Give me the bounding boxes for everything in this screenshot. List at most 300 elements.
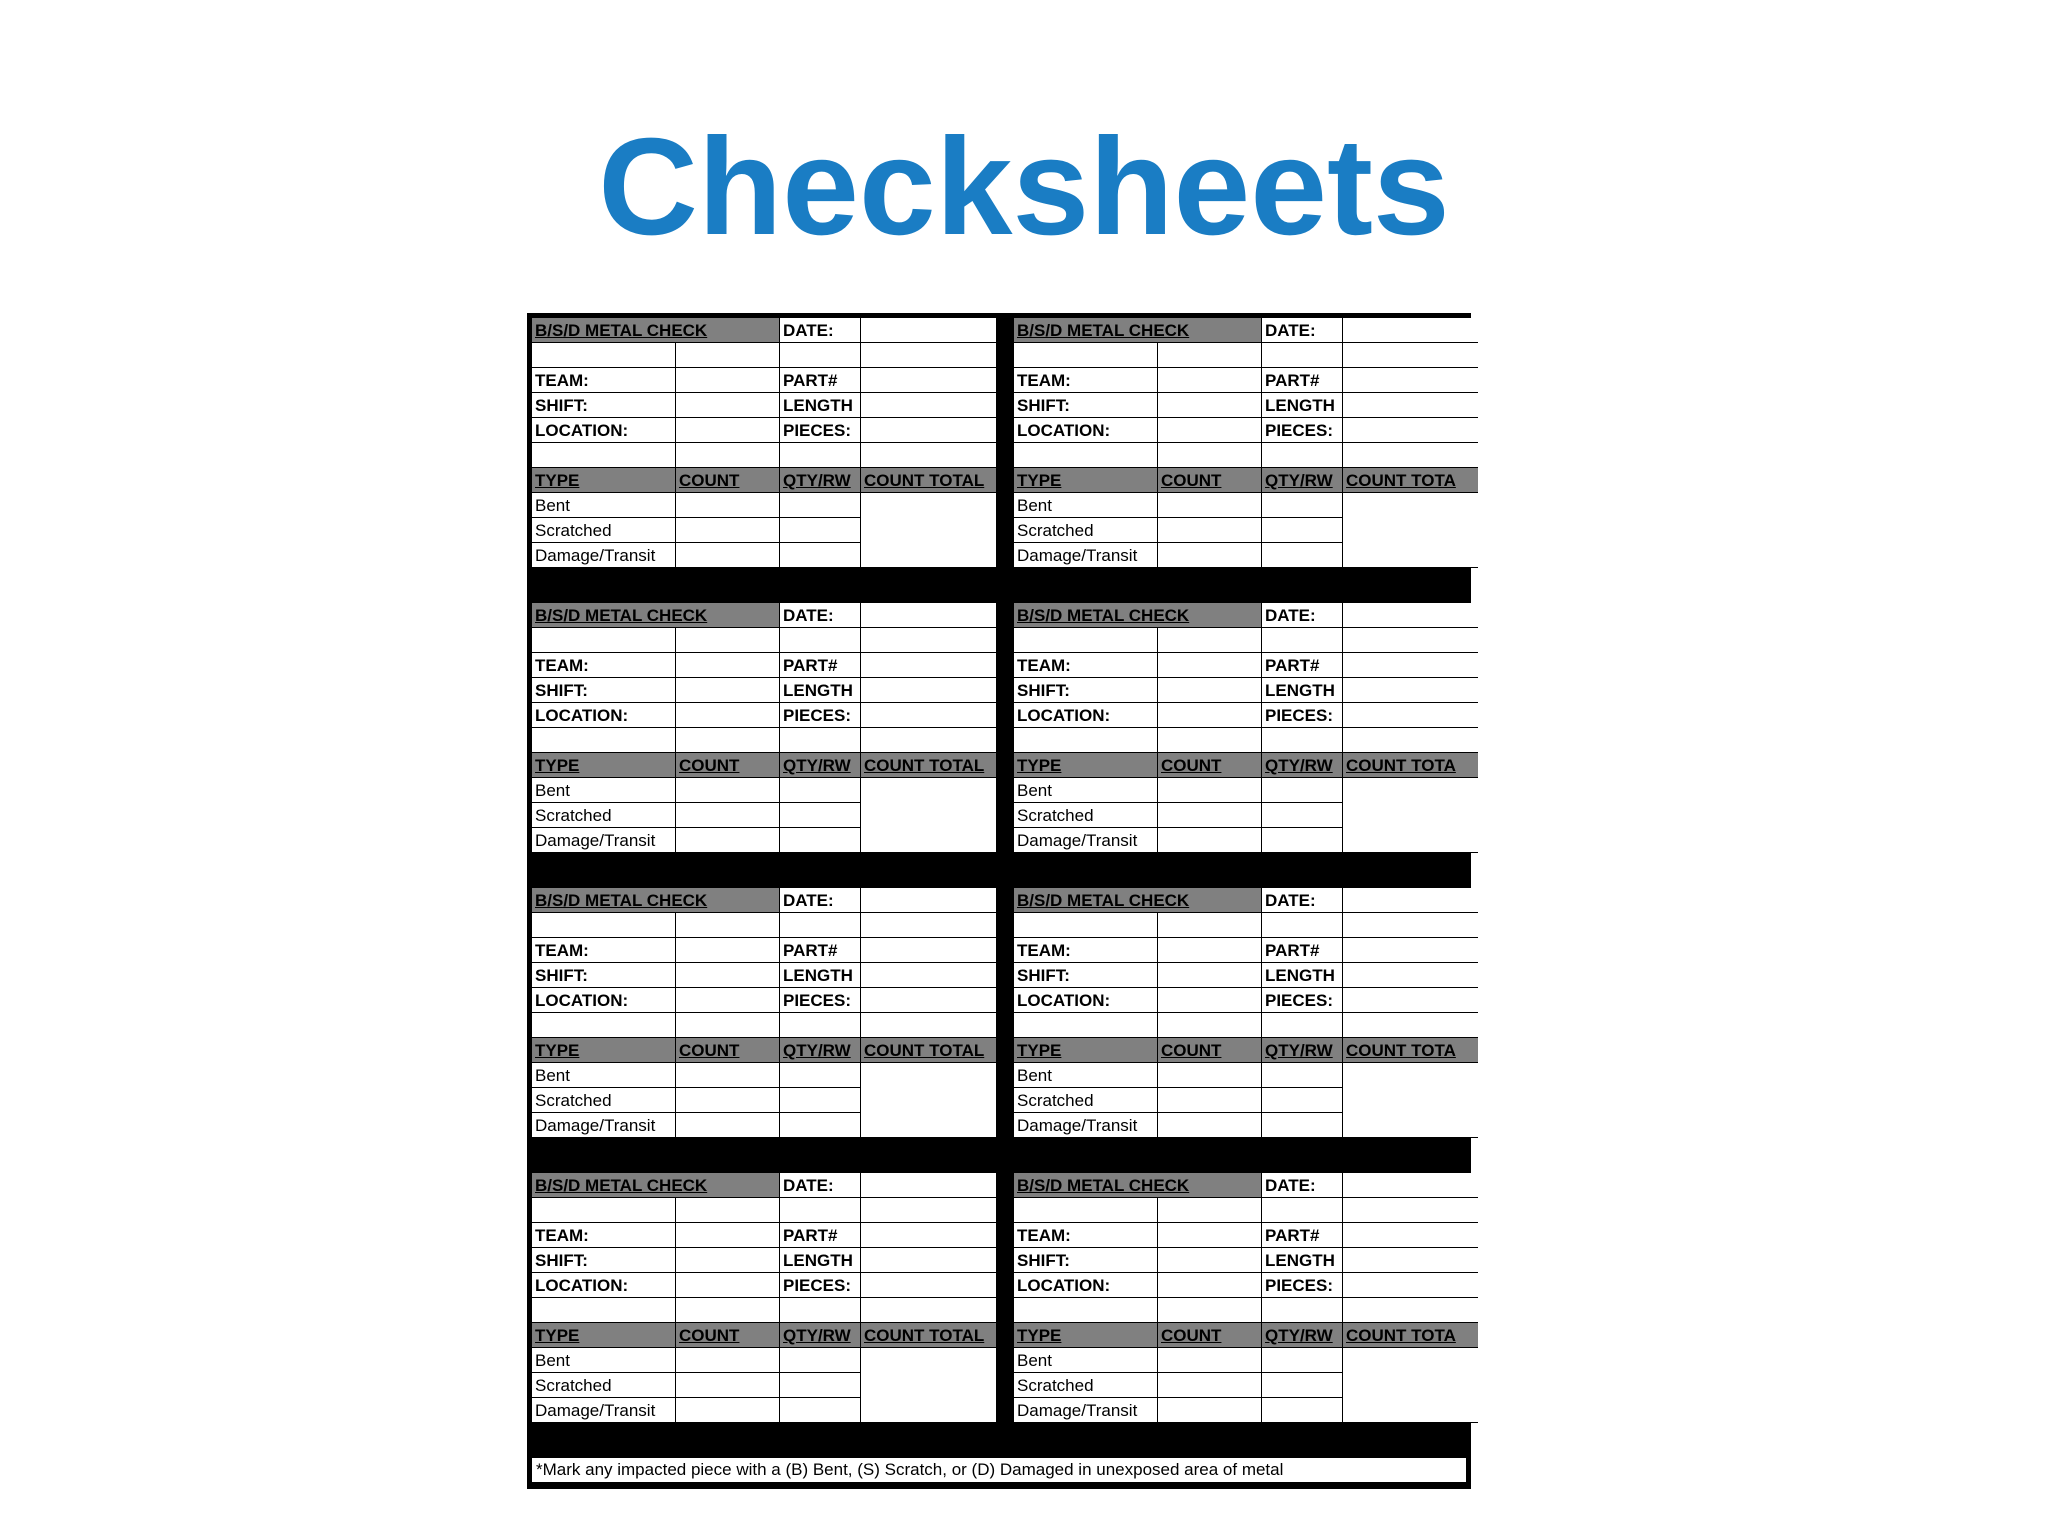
- location-field[interactable]: [1158, 418, 1262, 443]
- team-label: TEAM:: [1014, 653, 1158, 678]
- blank-cell[interactable]: [1158, 728, 1262, 753]
- shift-label: SHIFT:: [532, 1248, 676, 1273]
- qty-rw-header: QTY/RW: [1262, 1323, 1343, 1348]
- date-label: DATE:: [1262, 318, 1343, 343]
- length-label: LENGTH: [1262, 1248, 1343, 1273]
- part-field[interactable]: [861, 1223, 996, 1248]
- shift-label: SHIFT:: [1014, 678, 1158, 703]
- check-card: [1014, 603, 1478, 853]
- length-label: LENGTH: [780, 393, 861, 418]
- length-field[interactable]: [861, 678, 996, 703]
- blank-cell[interactable]: [861, 343, 996, 368]
- count-total-header: COUNT TOTAL: [861, 468, 996, 493]
- blank-cell[interactable]: [676, 628, 780, 653]
- blank-cell[interactable]: [1343, 343, 1478, 368]
- qty-rw-field[interactable]: [1262, 1088, 1343, 1113]
- qty-rw-field[interactable]: [1262, 778, 1343, 803]
- part-field[interactable]: [1343, 1223, 1478, 1248]
- count-field[interactable]: [676, 1113, 780, 1138]
- length-label: LENGTH: [1262, 963, 1343, 988]
- check-card: [532, 603, 996, 853]
- team-label: TEAM:: [532, 938, 676, 963]
- type-header: TYPE: [532, 1038, 676, 1063]
- pieces-label: PIECES:: [780, 418, 861, 443]
- check-card: [532, 318, 996, 568]
- count-total-header: COUNT TOTA: [1343, 753, 1478, 778]
- count-field[interactable]: [676, 1088, 780, 1113]
- blank-cell[interactable]: [861, 913, 996, 938]
- check-card: [1014, 888, 1478, 1138]
- count-field[interactable]: [676, 493, 780, 518]
- pieces-field[interactable]: [861, 418, 996, 443]
- count-field[interactable]: [1158, 1063, 1262, 1088]
- check-card: [532, 1173, 996, 1423]
- team-label: TEAM:: [532, 368, 676, 393]
- blank-cell: [780, 913, 861, 938]
- shift-field[interactable]: [1158, 1248, 1262, 1273]
- count-field[interactable]: [1158, 543, 1262, 568]
- blank-cell[interactable]: [861, 1198, 996, 1223]
- part-field[interactable]: [1343, 653, 1478, 678]
- length-label: LENGTH: [1262, 393, 1343, 418]
- count-field[interactable]: [1158, 803, 1262, 828]
- type-label: Damage/Transit: [1014, 543, 1158, 568]
- blank-cell[interactable]: [1343, 1013, 1478, 1038]
- length-label: LENGTH: [780, 678, 861, 703]
- blank-cell[interactable]: [676, 1013, 780, 1038]
- location-label: LOCATION:: [532, 988, 676, 1013]
- type-header: TYPE: [1014, 468, 1158, 493]
- team-field[interactable]: [1158, 938, 1262, 963]
- part-label: PART#: [1262, 938, 1343, 963]
- blank-cell: [1262, 443, 1343, 468]
- length-field[interactable]: [861, 963, 996, 988]
- count-field[interactable]: [676, 828, 780, 853]
- type-label: Bent: [532, 778, 676, 803]
- qty-rw-header: QTY/RW: [780, 468, 861, 493]
- date-field[interactable]: [1343, 318, 1478, 343]
- card-header: B/S/D METAL CHECK: [1014, 1173, 1262, 1198]
- shift-label: SHIFT:: [1014, 963, 1158, 988]
- blank-cell[interactable]: [1343, 913, 1478, 938]
- qty-rw-header: QTY/RW: [1262, 468, 1343, 493]
- count-field[interactable]: [1158, 518, 1262, 543]
- page-title: Checksheets: [598, 110, 1450, 264]
- count-field[interactable]: [676, 1348, 780, 1373]
- type-label: Bent: [1014, 1063, 1158, 1088]
- blank-cell: [532, 343, 676, 368]
- location-field[interactable]: [676, 418, 780, 443]
- part-field[interactable]: [861, 938, 996, 963]
- qty-rw-field[interactable]: [1262, 1113, 1343, 1138]
- count-total-header: COUNT TOTAL: [861, 753, 996, 778]
- count-field[interactable]: [676, 1063, 780, 1088]
- blank-cell: [780, 728, 861, 753]
- blank-cell[interactable]: [861, 728, 996, 753]
- type-label: Scratched: [532, 518, 676, 543]
- location-field[interactable]: [1158, 1273, 1262, 1298]
- type-header: TYPE: [532, 753, 676, 778]
- shift-field[interactable]: [676, 963, 780, 988]
- qty-rw-field[interactable]: [780, 518, 861, 543]
- shift-label: SHIFT:: [1014, 1248, 1158, 1273]
- date-field[interactable]: [861, 318, 996, 343]
- pieces-label: PIECES:: [780, 988, 861, 1013]
- blank-cell: [1262, 343, 1343, 368]
- blank-cell: [1014, 913, 1158, 938]
- blank-cell[interactable]: [1343, 728, 1478, 753]
- blank-cell[interactable]: [861, 628, 996, 653]
- blank-cell: [1014, 1198, 1158, 1223]
- blank-cell[interactable]: [676, 728, 780, 753]
- blank-cell[interactable]: [1158, 343, 1262, 368]
- count-total-field[interactable]: [861, 493, 996, 568]
- length-label: LENGTH: [780, 1248, 861, 1273]
- team-label: TEAM:: [532, 1223, 676, 1248]
- blank-cell: [1262, 728, 1343, 753]
- count-field[interactable]: [1158, 1088, 1262, 1113]
- shift-field[interactable]: [676, 678, 780, 703]
- date-label: DATE:: [780, 603, 861, 628]
- team-field[interactable]: [1158, 368, 1262, 393]
- date-field[interactable]: [1343, 1173, 1478, 1198]
- blank-cell: [1014, 1298, 1158, 1323]
- date-field[interactable]: [861, 603, 996, 628]
- date-label: DATE:: [1262, 603, 1343, 628]
- blank-cell[interactable]: [861, 1013, 996, 1038]
- type-label: Scratched: [1014, 803, 1158, 828]
- count-field[interactable]: [1158, 828, 1262, 853]
- team-label: TEAM:: [1014, 1223, 1158, 1248]
- pieces-label: PIECES:: [1262, 1273, 1343, 1298]
- part-label: PART#: [1262, 368, 1343, 393]
- qty-rw-field[interactable]: [780, 1063, 861, 1088]
- part-label: PART#: [1262, 1223, 1343, 1248]
- qty-rw-field[interactable]: [780, 778, 861, 803]
- count-field[interactable]: [676, 1398, 780, 1423]
- blank-cell: [532, 913, 676, 938]
- pieces-field[interactable]: [861, 988, 996, 1013]
- location-label: LOCATION:: [1014, 418, 1158, 443]
- type-header: TYPE: [532, 1323, 676, 1348]
- count-total-field[interactable]: [1343, 1063, 1478, 1138]
- check-card: [532, 888, 996, 1138]
- location-label: LOCATION:: [1014, 988, 1158, 1013]
- qty-rw-field[interactable]: [780, 803, 861, 828]
- qty-rw-field[interactable]: [1262, 1398, 1343, 1423]
- blank-cell: [532, 1298, 676, 1323]
- count-field[interactable]: [676, 543, 780, 568]
- blank-cell[interactable]: [1158, 1198, 1262, 1223]
- qty-rw-field[interactable]: [780, 1373, 861, 1398]
- type-label: Scratched: [1014, 518, 1158, 543]
- shift-label: SHIFT:: [532, 393, 676, 418]
- part-field[interactable]: [861, 653, 996, 678]
- count-total-header: COUNT TOTAL: [861, 1038, 996, 1063]
- checksheet-form: [527, 313, 1471, 1489]
- blank-cell: [1262, 913, 1343, 938]
- count-header: COUNT: [1158, 1038, 1262, 1063]
- shift-field[interactable]: [676, 393, 780, 418]
- type-label: Damage/Transit: [532, 1398, 676, 1423]
- pieces-field[interactable]: [1343, 1273, 1478, 1298]
- blank-cell: [532, 728, 676, 753]
- team-field[interactable]: [676, 368, 780, 393]
- blank-cell[interactable]: [1158, 1298, 1262, 1323]
- type-label: Scratched: [532, 1373, 676, 1398]
- length-field[interactable]: [861, 1248, 996, 1273]
- qty-rw-field[interactable]: [1262, 1348, 1343, 1373]
- length-label: LENGTH: [780, 963, 861, 988]
- card-header: B/S/D METAL CHECK: [532, 888, 780, 913]
- location-field[interactable]: [676, 1273, 780, 1298]
- shift-label: SHIFT:: [1014, 393, 1158, 418]
- location-label: LOCATION:: [1014, 703, 1158, 728]
- card-header: B/S/D METAL CHECK: [1014, 888, 1262, 913]
- count-header: COUNT: [676, 1323, 780, 1348]
- pieces-label: PIECES:: [1262, 703, 1343, 728]
- blank-cell[interactable]: [676, 343, 780, 368]
- qty-rw-field[interactable]: [1262, 493, 1343, 518]
- part-label: PART#: [780, 938, 861, 963]
- type-header: TYPE: [532, 468, 676, 493]
- pieces-field[interactable]: [1343, 418, 1478, 443]
- pieces-label: PIECES:: [1262, 988, 1343, 1013]
- pieces-field[interactable]: [861, 703, 996, 728]
- part-field[interactable]: [861, 368, 996, 393]
- type-label: Scratched: [1014, 1373, 1158, 1398]
- team-field[interactable]: [676, 938, 780, 963]
- location-label: LOCATION:: [1014, 1273, 1158, 1298]
- count-field[interactable]: [1158, 493, 1262, 518]
- length-field[interactable]: [1343, 393, 1478, 418]
- location-field[interactable]: [676, 703, 780, 728]
- type-header: TYPE: [1014, 1038, 1158, 1063]
- count-total-field[interactable]: [1343, 493, 1478, 568]
- count-field[interactable]: [676, 518, 780, 543]
- blank-cell[interactable]: [676, 1198, 780, 1223]
- blank-cell: [1014, 628, 1158, 653]
- location-label: LOCATION:: [532, 703, 676, 728]
- shift-field[interactable]: [1158, 678, 1262, 703]
- type-label: Bent: [1014, 778, 1158, 803]
- type-label: Damage/Transit: [1014, 1398, 1158, 1423]
- count-total-header: COUNT TOTAL: [861, 1323, 996, 1348]
- date-label: DATE:: [780, 318, 861, 343]
- blank-cell: [532, 628, 676, 653]
- part-field[interactable]: [1343, 938, 1478, 963]
- type-label: Bent: [532, 1063, 676, 1088]
- length-field[interactable]: [1343, 963, 1478, 988]
- type-label: Bent: [532, 1348, 676, 1373]
- date-field[interactable]: [1343, 888, 1478, 913]
- blank-cell: [1014, 1013, 1158, 1038]
- type-label: Scratched: [1014, 1088, 1158, 1113]
- team-field[interactable]: [676, 653, 780, 678]
- blank-cell[interactable]: [1158, 628, 1262, 653]
- blank-cell: [1262, 1198, 1343, 1223]
- blank-cell[interactable]: [1343, 628, 1478, 653]
- count-field[interactable]: [1158, 1113, 1262, 1138]
- date-field[interactable]: [861, 1173, 996, 1198]
- count-field[interactable]: [1158, 1373, 1262, 1398]
- date-label: DATE:: [780, 888, 861, 913]
- blank-cell[interactable]: [861, 443, 996, 468]
- type-label: Damage/Transit: [1014, 1113, 1158, 1138]
- qty-rw-field[interactable]: [780, 1348, 861, 1373]
- count-field[interactable]: [676, 778, 780, 803]
- qty-rw-field[interactable]: [1262, 1373, 1343, 1398]
- blank-cell: [780, 1198, 861, 1223]
- count-header: COUNT: [676, 1038, 780, 1063]
- shift-field[interactable]: [1158, 393, 1262, 418]
- card-header: B/S/D METAL CHECK: [1014, 318, 1262, 343]
- pieces-label: PIECES:: [780, 1273, 861, 1298]
- date-label: DATE:: [1262, 1173, 1343, 1198]
- count-header: COUNT: [676, 753, 780, 778]
- qty-rw-field[interactable]: [1262, 828, 1343, 853]
- location-label: LOCATION:: [532, 418, 676, 443]
- team-label: TEAM:: [532, 653, 676, 678]
- count-total-header: COUNT TOTA: [1343, 468, 1478, 493]
- blank-cell: [780, 443, 861, 468]
- check-card: [1014, 318, 1478, 568]
- location-field[interactable]: [676, 988, 780, 1013]
- count-total-field[interactable]: [1343, 778, 1478, 853]
- part-label: PART#: [780, 368, 861, 393]
- type-label: Bent: [1014, 1348, 1158, 1373]
- blank-cell[interactable]: [1158, 1013, 1262, 1038]
- qty-rw-field[interactable]: [780, 1398, 861, 1423]
- type-label: Scratched: [532, 1088, 676, 1113]
- count-field[interactable]: [676, 803, 780, 828]
- pieces-label: PIECES:: [780, 703, 861, 728]
- qty-rw-field[interactable]: [780, 493, 861, 518]
- date-field[interactable]: [861, 888, 996, 913]
- blank-cell: [1014, 443, 1158, 468]
- type-label: Damage/Transit: [532, 543, 676, 568]
- blank-cell: [780, 343, 861, 368]
- count-field[interactable]: [1158, 1348, 1262, 1373]
- count-header: COUNT: [1158, 1323, 1262, 1348]
- length-field[interactable]: [861, 393, 996, 418]
- blank-cell: [780, 1013, 861, 1038]
- blank-cell[interactable]: [676, 443, 780, 468]
- blank-cell[interactable]: [676, 913, 780, 938]
- blank-cell: [1262, 628, 1343, 653]
- date-label: DATE:: [1262, 888, 1343, 913]
- part-label: PART#: [1262, 653, 1343, 678]
- team-field[interactable]: [676, 1223, 780, 1248]
- part-label: PART#: [780, 653, 861, 678]
- count-header: COUNT: [676, 468, 780, 493]
- type-label: Bent: [532, 493, 676, 518]
- qty-rw-field[interactable]: [1262, 803, 1343, 828]
- pieces-label: PIECES:: [1262, 418, 1343, 443]
- pieces-field[interactable]: [1343, 988, 1478, 1013]
- shift-label: SHIFT:: [532, 963, 676, 988]
- qty-rw-field[interactable]: [1262, 518, 1343, 543]
- qty-rw-header: QTY/RW: [780, 1038, 861, 1063]
- blank-cell: [1014, 343, 1158, 368]
- part-label: PART#: [780, 1223, 861, 1248]
- team-label: TEAM:: [1014, 368, 1158, 393]
- pieces-field[interactable]: [861, 1273, 996, 1298]
- blank-cell[interactable]: [676, 1298, 780, 1323]
- type-label: Damage/Transit: [532, 828, 676, 853]
- blank-cell: [1014, 728, 1158, 753]
- qty-rw-header: QTY/RW: [780, 1323, 861, 1348]
- count-total-field[interactable]: [861, 778, 996, 853]
- qty-rw-field[interactable]: [780, 543, 861, 568]
- count-total-header: COUNT TOTA: [1343, 1323, 1478, 1348]
- qty-rw-header: QTY/RW: [780, 753, 861, 778]
- qty-rw-header: QTY/RW: [1262, 1038, 1343, 1063]
- team-label: TEAM:: [1014, 938, 1158, 963]
- count-total-header: COUNT TOTA: [1343, 1038, 1478, 1063]
- qty-rw-field[interactable]: [1262, 543, 1343, 568]
- count-field[interactable]: [676, 1373, 780, 1398]
- type-header: TYPE: [1014, 1323, 1158, 1348]
- blank-cell[interactable]: [1343, 1298, 1478, 1323]
- shift-field[interactable]: [1158, 963, 1262, 988]
- count-total-field[interactable]: [861, 1063, 996, 1138]
- check-card: [1014, 1173, 1478, 1423]
- count-header: COUNT: [1158, 753, 1262, 778]
- qty-rw-field[interactable]: [1262, 1063, 1343, 1088]
- blank-cell: [532, 1013, 676, 1038]
- length-field[interactable]: [1343, 1248, 1478, 1273]
- type-label: Damage/Transit: [1014, 828, 1158, 853]
- blank-cell[interactable]: [1158, 913, 1262, 938]
- blank-cell[interactable]: [1343, 443, 1478, 468]
- blank-cell[interactable]: [1343, 1198, 1478, 1223]
- count-total-field[interactable]: [861, 1348, 996, 1423]
- blank-cell[interactable]: [861, 1298, 996, 1323]
- qty-rw-field[interactable]: [780, 1088, 861, 1113]
- pieces-field[interactable]: [1343, 703, 1478, 728]
- count-field[interactable]: [1158, 1398, 1262, 1423]
- team-field[interactable]: [1158, 653, 1262, 678]
- part-field[interactable]: [1343, 368, 1478, 393]
- card-header: B/S/D METAL CHECK: [1014, 603, 1262, 628]
- location-label: LOCATION:: [532, 1273, 676, 1298]
- blank-cell: [780, 628, 861, 653]
- date-field[interactable]: [1343, 603, 1478, 628]
- qty-rw-field[interactable]: [780, 1113, 861, 1138]
- count-total-field[interactable]: [1343, 1348, 1478, 1423]
- shift-field[interactable]: [676, 1248, 780, 1273]
- qty-rw-header: QTY/RW: [1262, 753, 1343, 778]
- blank-cell: [780, 1298, 861, 1323]
- card-header: B/S/D METAL CHECK: [532, 1173, 780, 1198]
- location-field[interactable]: [1158, 703, 1262, 728]
- location-field[interactable]: [1158, 988, 1262, 1013]
- type-label: Bent: [1014, 493, 1158, 518]
- type-label: Damage/Transit: [532, 1113, 676, 1138]
- qty-rw-field[interactable]: [780, 828, 861, 853]
- blank-cell: [532, 1198, 676, 1223]
- footer-note: *Mark any impacted piece with a (B) Bent, (S) Scratch, or (D) Damaged in unexposed area of metal: [532, 1458, 1466, 1482]
- type-header: TYPE: [1014, 753, 1158, 778]
- blank-cell[interactable]: [1158, 443, 1262, 468]
- blank-cell: [1262, 1013, 1343, 1038]
- card-header: B/S/D METAL CHECK: [532, 603, 780, 628]
- team-field[interactable]: [1158, 1223, 1262, 1248]
- length-field[interactable]: [1343, 678, 1478, 703]
- count-field[interactable]: [1158, 778, 1262, 803]
- shift-label: SHIFT:: [532, 678, 676, 703]
